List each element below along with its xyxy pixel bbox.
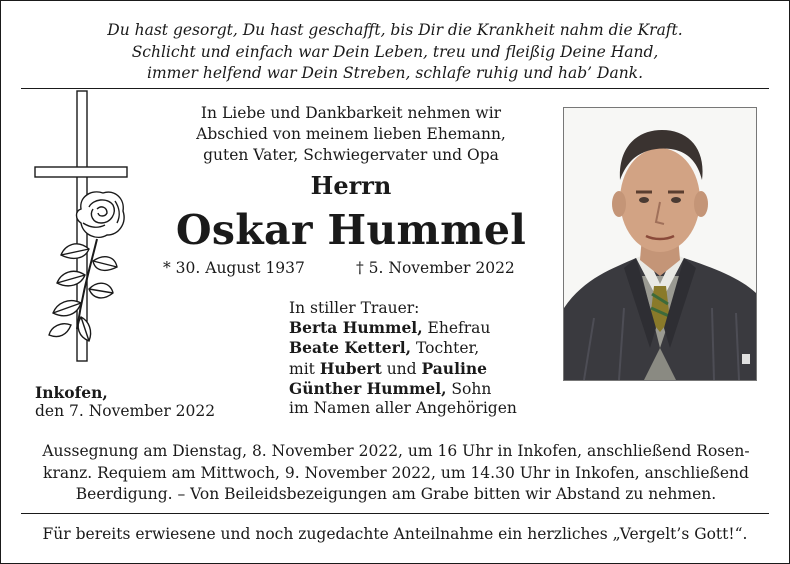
- notice-line: kranz. Requiem am Mittwoch, 9. November 2022, um 14.30 Uhr in Inkofen, anschließend: [43, 463, 749, 482]
- place-date: [35, 383, 215, 421]
- salutation: Herrn: [310, 171, 392, 200]
- intro-line: In Liebe und Dankbarkeit nehmen wir: [200, 104, 502, 122]
- mourner-line: Beate Ketterl, Tochter,: [289, 338, 480, 358]
- notice-line: Aussegnung am Dienstag, 8. November 2022, um 16 Uhr in Inkofen, anschließend Rosen-: [42, 442, 750, 460]
- mourner-line: mit Hubert und Pauline: [289, 358, 487, 378]
- mourner-line: Berta Hummel, Ehefrau: [289, 318, 491, 338]
- place: Inkofen,: [35, 383, 108, 402]
- date: den 7. November 2022: [35, 402, 216, 421]
- death-date: † 5. November 2022: [356, 259, 515, 277]
- birth-date: * 30. August 1937: [163, 259, 305, 277]
- deceased-name: Oskar Hummel: [175, 206, 527, 254]
- poem-line: immer helfend war Dein Streben, schlafe ruhig und hab’ Dank.: [146, 64, 643, 82]
- intro-line: Abschied von meinem lieben Ehemann,: [196, 125, 506, 143]
- bottom-divider: [21, 513, 769, 514]
- notice-line: Beerdigung. – Von Beileidsbezeigungen am Grabe bitten wir Abstand zu nehmen.: [75, 485, 717, 503]
- cross-with-rose-icon: [31, 89, 135, 364]
- intro-text: [141, 103, 561, 166]
- mourners-list: [289, 299, 559, 418]
- mourner-line: Günther Hummel, Sohn: [289, 378, 492, 398]
- mourner-line: im Namen aller Angehörigen: [289, 399, 517, 418]
- poem-line: Schlicht und einfach war Dein Leben, treu und fleißig Deine Hand,: [131, 42, 659, 61]
- funeral-notice: [21, 441, 771, 506]
- poem: [1, 20, 789, 85]
- thanks-text: Für bereits erwiesene und noch zugedachte Anteilnahme ein herzliches „Vergelt’s Gott!“.: [42, 525, 748, 543]
- mourning-heading: In stiller Trauer:: [289, 299, 420, 317]
- portrait-photo: [563, 107, 757, 381]
- intro-line: guten Vater, Schwiegervater und Opa: [203, 146, 499, 164]
- poem-line: Du hast gesorgt, Du hast geschafft, bis Dir die Krankheit nahm die Kraft.: [107, 21, 683, 39]
